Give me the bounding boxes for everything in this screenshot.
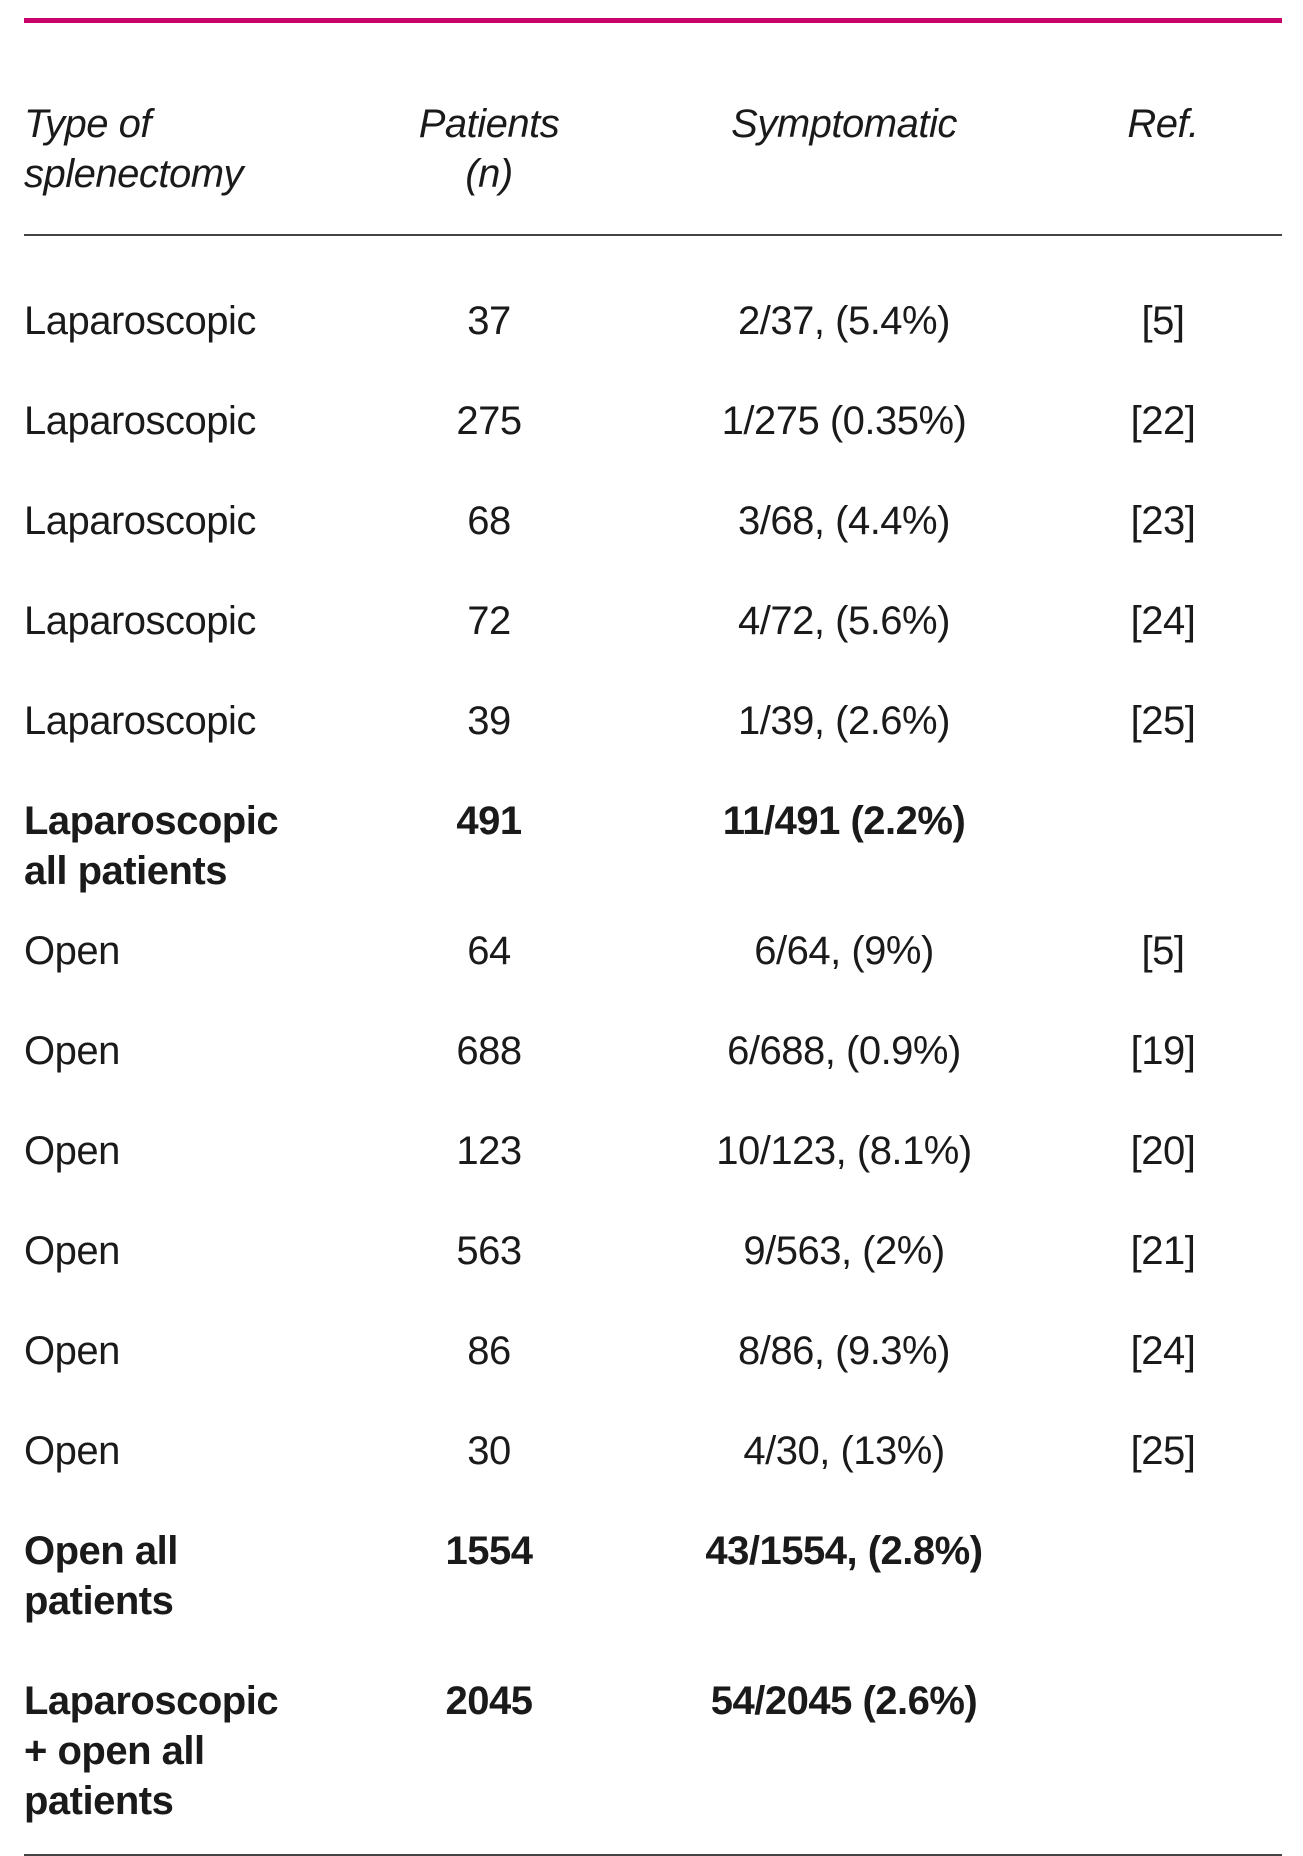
table-row-subtotal-open	[24, 1526, 1282, 1676]
cell-symptomatic: 6/64, (9%)	[754, 929, 934, 973]
cell-patients: 86	[467, 1329, 511, 1373]
table-row-grand-total	[24, 1676, 1282, 1854]
cell-type-line1: Laparoscopic	[24, 799, 279, 843]
header-type-line1: Type of	[24, 102, 151, 146]
cell-ref: [5]	[1141, 299, 1185, 343]
cell-patients: 123	[456, 1129, 522, 1173]
cell-patients: 64	[467, 929, 511, 973]
cell-type: Laparoscopic	[24, 499, 256, 543]
cell-type: Laparoscopic	[24, 399, 256, 443]
cell-patients: 688	[456, 1029, 522, 1073]
table-row	[24, 596, 1282, 696]
cell-type: Open	[24, 1229, 120, 1273]
cell-symptomatic: 9/563, (2%)	[743, 1229, 945, 1273]
header-patients-line2: (n)	[465, 152, 513, 196]
splenectomy-table-container	[24, 18, 1282, 1856]
header-patients	[334, 23, 644, 235]
cell-ref: [19]	[1130, 1029, 1196, 1073]
table-row	[24, 1226, 1282, 1326]
cell-symptomatic: 11/491 (2.2%)	[722, 799, 966, 843]
cell-symptomatic: 43/1554, (2.8%)	[705, 1529, 983, 1573]
header-symptomatic: Symptomatic	[644, 23, 1044, 235]
cell-patients: 39	[467, 699, 511, 743]
cell-ref: [22]	[1130, 399, 1196, 443]
cell-ref: [24]	[1130, 1329, 1196, 1373]
cell-type	[24, 1676, 334, 1854]
cell-type: Laparoscopic	[24, 699, 256, 743]
cell-symptomatic: 10/123, (8.1%)	[716, 1129, 972, 1173]
cell-patients: 72	[467, 599, 511, 643]
table-row	[24, 926, 1282, 1026]
cell-patients: 30	[467, 1429, 511, 1473]
table-row-subtotal-laparoscopic	[24, 796, 1282, 926]
cell-symptomatic: 1/275 (0.35%)	[721, 399, 967, 443]
header-type-line2: splenectomy	[24, 152, 244, 196]
cell-type	[24, 796, 334, 926]
cell-patients: 2045	[445, 1679, 533, 1723]
table-row	[24, 235, 1282, 396]
table-row	[24, 696, 1282, 796]
cell-type: Open	[24, 1129, 120, 1173]
cell-type: Open	[24, 929, 120, 973]
cell-patients: 563	[456, 1229, 522, 1273]
cell-symptomatic: 8/86, (9.3%)	[738, 1329, 950, 1373]
table-row	[24, 1126, 1282, 1226]
cell-patients: 68	[467, 499, 511, 543]
table-row	[24, 1326, 1282, 1426]
header-patients-line1: Patients	[418, 102, 560, 146]
cell-type-line2: + open all patients	[24, 1729, 205, 1823]
cell-ref	[1044, 1676, 1282, 1854]
header-type-of-splenectomy	[24, 23, 334, 235]
cell-ref: [23]	[1130, 499, 1196, 543]
cell-ref: [25]	[1130, 1429, 1196, 1473]
table-row	[24, 396, 1282, 496]
cell-type: Open all patients	[24, 1529, 178, 1623]
cell-type-line1: Laparoscopic	[24, 1679, 279, 1723]
cell-type: Open	[24, 1329, 120, 1373]
cell-patients: 275	[456, 399, 522, 443]
cell-type: Open	[24, 1029, 120, 1073]
cell-symptomatic: 1/39, (2.6%)	[738, 699, 950, 743]
cell-symptomatic: 4/30, (13%)	[743, 1429, 945, 1473]
cell-ref	[1044, 796, 1282, 926]
cell-symptomatic: 4/72, (5.6%)	[738, 599, 950, 643]
cell-patients: 37	[467, 299, 511, 343]
cell-type: Open	[24, 1429, 120, 1473]
header-ref: Ref.	[1044, 23, 1282, 235]
cell-symptomatic: 54/2045 (2.6%)	[710, 1679, 978, 1723]
table-header-row	[24, 23, 1282, 235]
cell-type: Laparoscopic	[24, 299, 256, 343]
cell-type: Laparoscopic	[24, 599, 256, 643]
cell-ref: [5]	[1141, 929, 1185, 973]
cell-ref: [25]	[1130, 699, 1196, 743]
table-row	[24, 496, 1282, 596]
cell-patients: 1554	[445, 1529, 533, 1573]
cell-symptomatic: 2/37, (5.4%)	[738, 299, 950, 343]
cell-ref: [20]	[1130, 1129, 1196, 1173]
cell-patients: 491	[456, 799, 522, 843]
cell-symptomatic: 3/68, (4.4%)	[738, 499, 950, 543]
cell-ref: [24]	[1130, 599, 1196, 643]
cell-ref: [21]	[1130, 1229, 1196, 1273]
table-row	[24, 1426, 1282, 1526]
cell-ref	[1044, 1526, 1282, 1676]
splenectomy-table	[24, 23, 1282, 1854]
cell-symptomatic: 6/688, (0.9%)	[727, 1029, 961, 1073]
table-row	[24, 1026, 1282, 1126]
cell-type-line2: all patients	[24, 849, 227, 893]
